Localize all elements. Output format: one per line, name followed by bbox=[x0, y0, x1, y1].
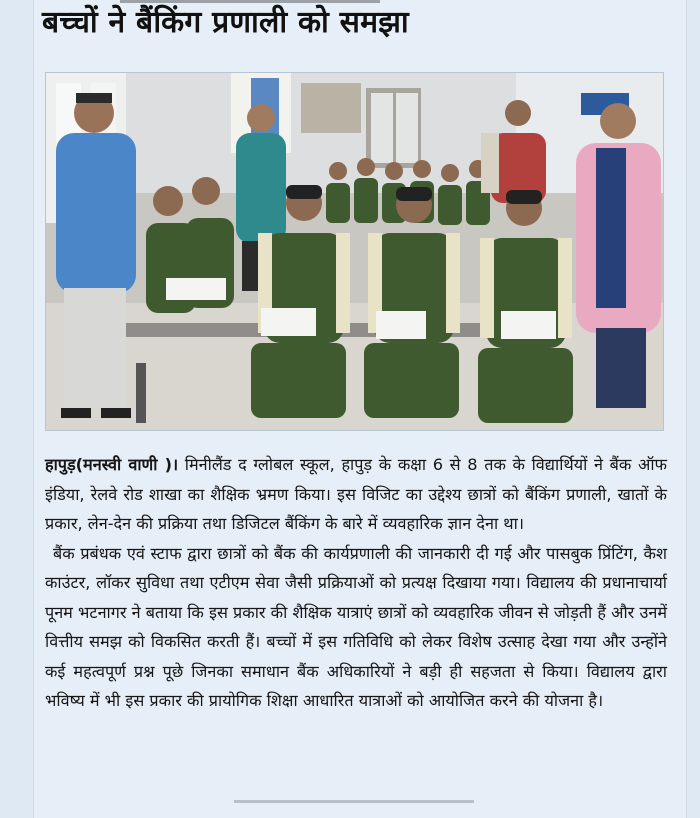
news-photo bbox=[45, 72, 664, 431]
headline: बच्चों ने बैंकिंग प्रणाली को समझा bbox=[42, 5, 409, 40]
article-paragraph-2: बैंक प्रबंधक एवं स्टाफ द्वारा छात्रों को बैंक की कार्यप्रणाली की जानकारी दी गई और पासबुक प्रिंटिंग, कैश काउंटर, लॉकर सुविधा तथा एटीएम सेवा जैसी प्रक्रियाओं को प्रत्यक्ष दिखाया गया। विद्यालय की प्रधानाचार्या पूनम भटनागर ने बताया कि इस प्रकार की शैक्षिक यात्राएं छात्रों को व्यवहारिक जीवन से जोड़ती हैं और उनमें वित्तीय समझ को विकसित करती हैं। बच्चों में इस गतिविधि को लेकर विशेष उत्साह देखा गया और उन्होंने कई महत्वपूर्ण प्रश्न पूछे जिनका समाधान बैंक अधिकारियों ने बड़ी ही सहजता से किया। विद्यालय द्वारा भविष्य में भी इस प्रकार की प्रायोगिक शिक्षा आधारित यात्राओं को आयोजित करने की योजना है। bbox=[45, 543, 667, 710]
cropped-previous-line bbox=[120, 0, 380, 3]
paragraph-1-text: मिनीलैंड द ग्लोबल स्कूल, हापुड़ के कक्षा 6 से 8 तक के विद्यार्थियों ने बैंक ऑफ इंडिया, रेलवे रोड शाखा का शैक्षिक भ्रमण किया। इस विजिट का उद्देश्य छात्रों को बैंकिंग प्रणाली, खातों के प्रकार, लेन-देन की प्रक्रिया तथा डिजिटल बैंकिंग के बारे में व्यवहारिक ज्ञान देना था। bbox=[45, 455, 667, 533]
dateline: हापुड़(मनस्वी वाणी )। bbox=[45, 455, 179, 474]
article-paragraph-1 bbox=[45, 450, 667, 539]
cropped-next-line bbox=[34, 796, 686, 818]
article-body bbox=[45, 450, 667, 716]
